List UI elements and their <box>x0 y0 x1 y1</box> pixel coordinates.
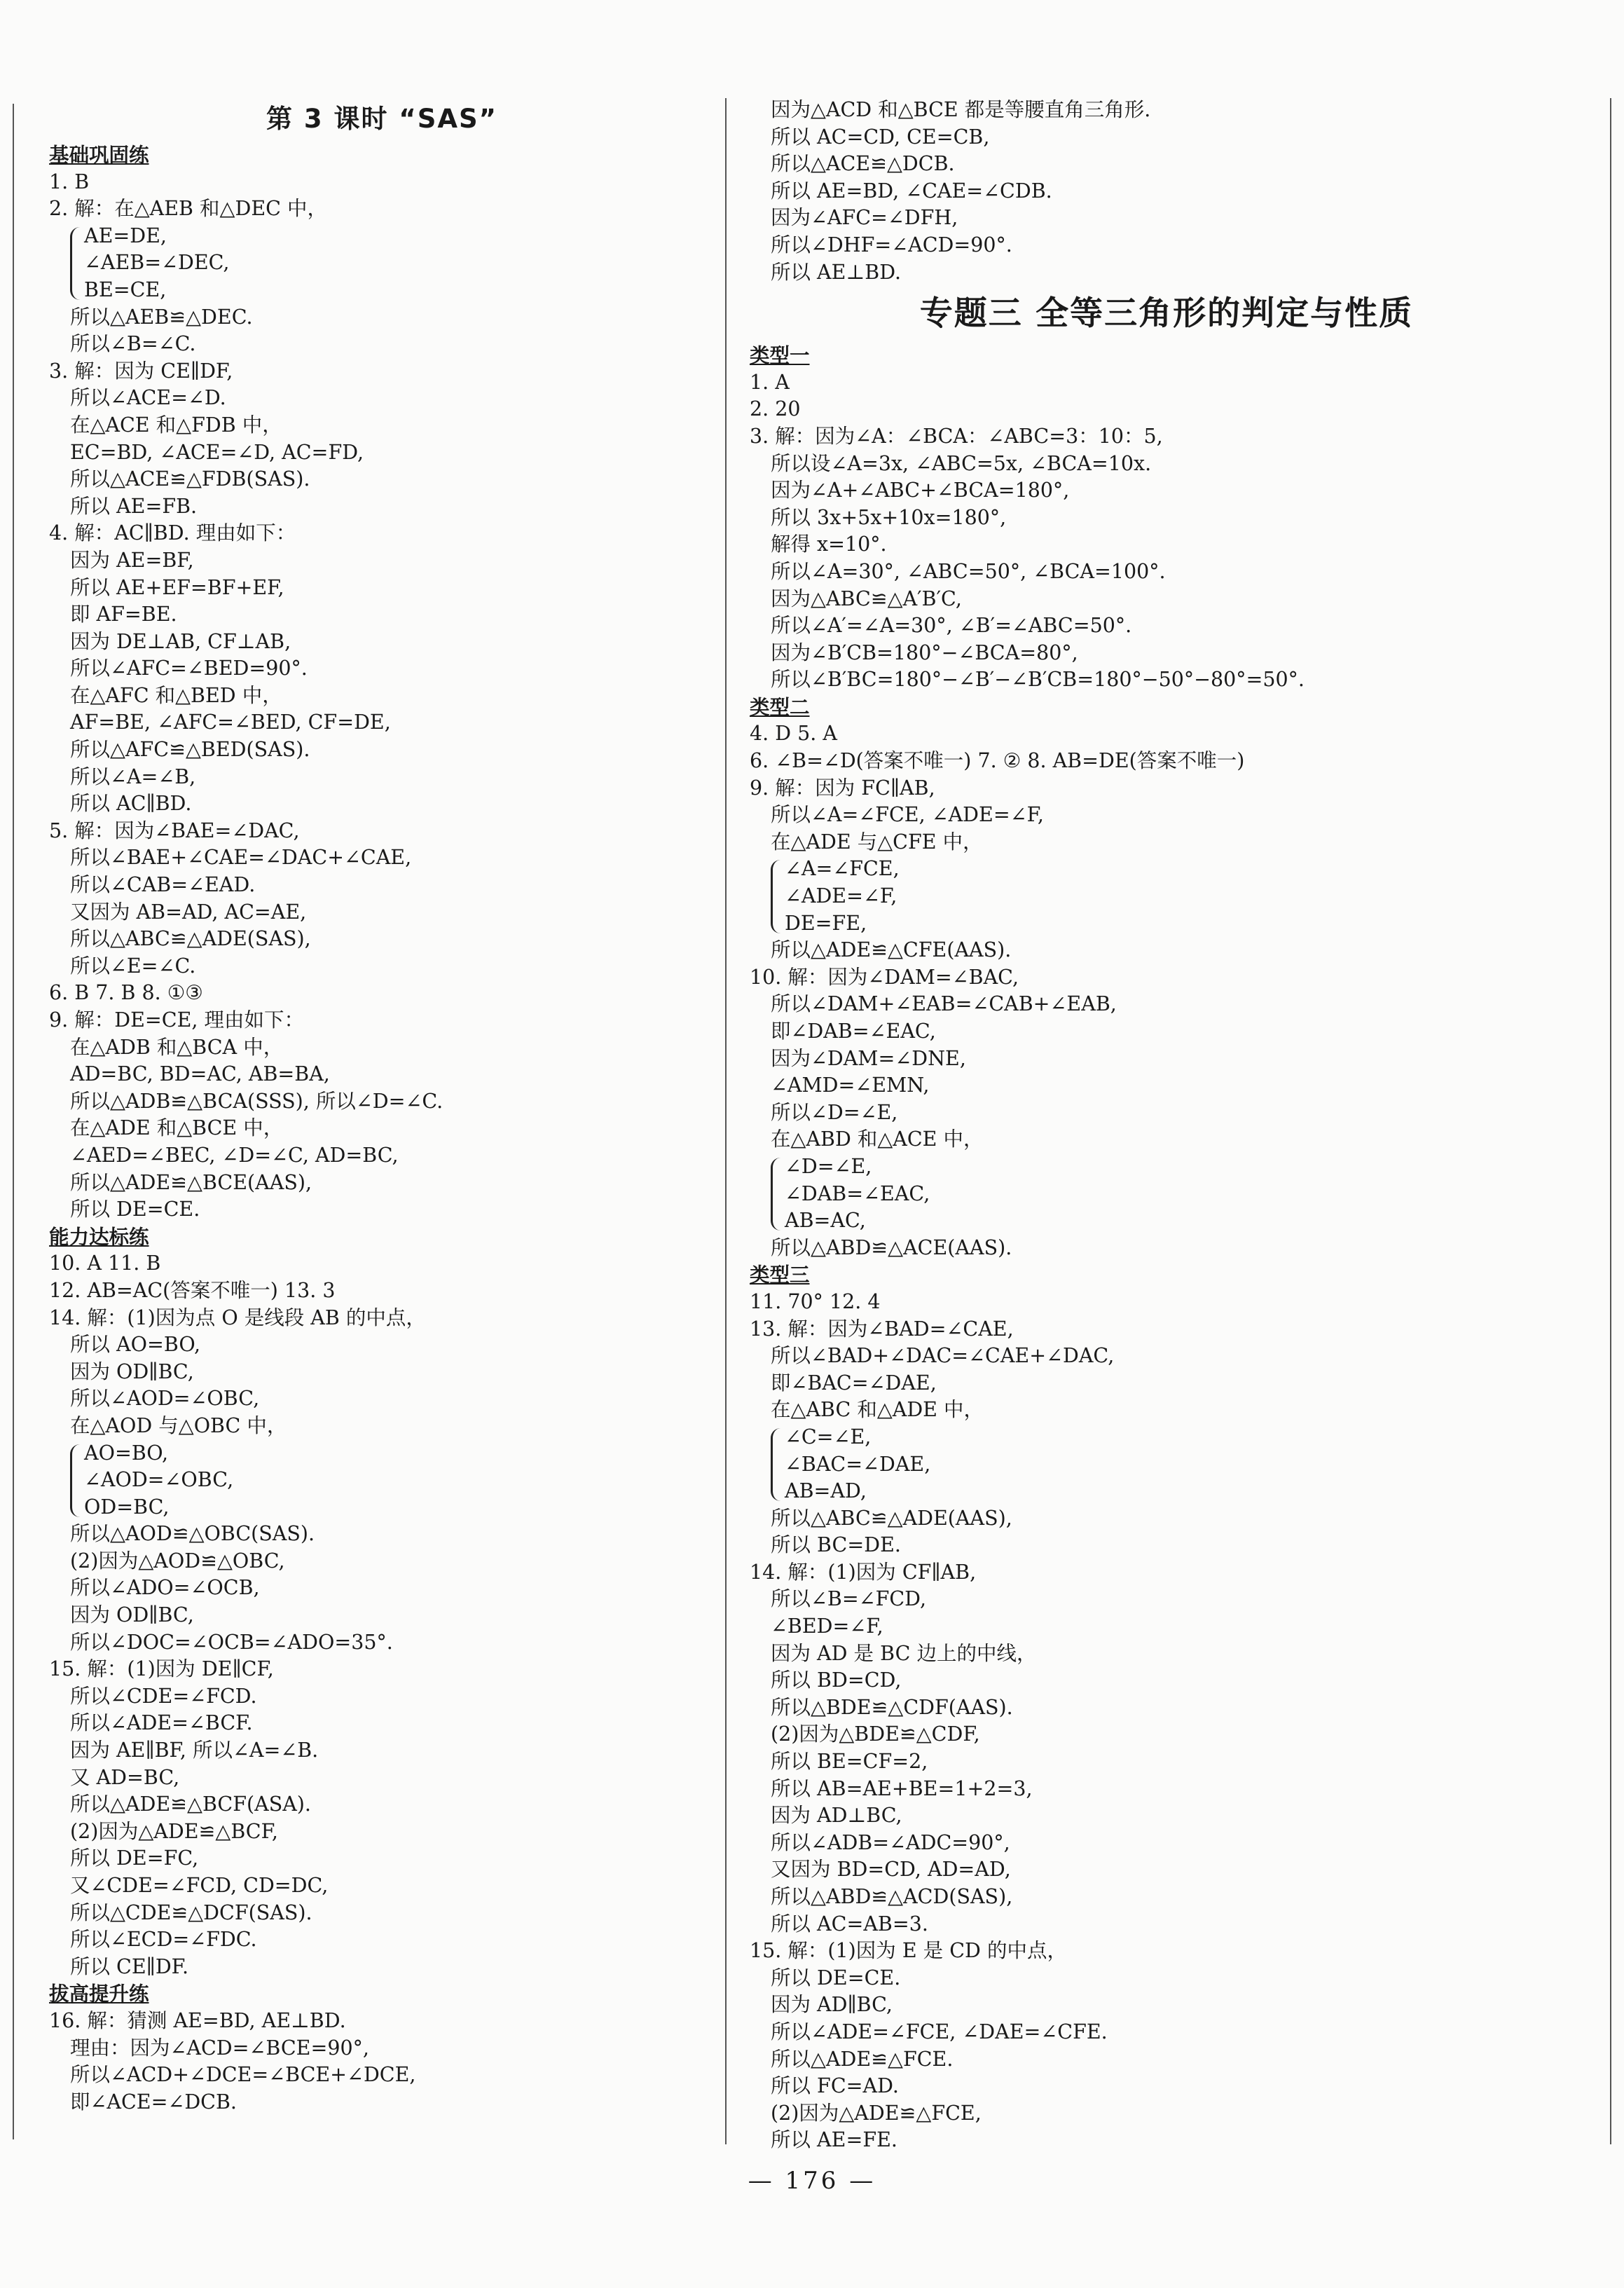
right-answer-column <box>750 97 1583 2154</box>
answer-line: 所以 AB=AE+BE=1+2=3, <box>771 1776 1033 1800</box>
answer-line: 所以∠ACE=∠D. <box>70 386 226 410</box>
answer-line: 因为 AD⊥BC, <box>771 1804 902 1828</box>
answer-line: 所以 FC=AD. <box>771 2074 899 2098</box>
answer-line: 所以∠B=∠C. <box>70 332 196 356</box>
answer-line: ∠DAB=∠EAC, <box>785 1181 930 1205</box>
section-heading: 类型一 <box>750 343 810 368</box>
answer-line: 所以∠D=∠E, <box>771 1100 898 1124</box>
answer-line: 又因为 BD=CD, AD=AD, <box>771 1858 1011 1882</box>
answer-line: 因为 AD∥BC, <box>771 1993 893 2017</box>
answer-line: 所以∠ADE=∠BCF. <box>70 1711 253 1735</box>
answer-line: 所以∠A=∠B, <box>70 765 196 788</box>
answer-line: 12. AB=AC(答案不唯一) 13. 3 <box>49 1278 336 1302</box>
answer-line: ∠BAC=∠DAE, <box>785 1452 931 1476</box>
answer-line: 所以∠A′=∠A=30°, ∠B′=∠ABC=50°. <box>771 614 1132 638</box>
answer-line: 所以△ABC≌△ADE(SAS), <box>70 927 311 951</box>
right-margin-rule <box>1610 98 1611 2144</box>
answer-line: 所以 AE+EF=BF+EF, <box>70 575 284 599</box>
answer-line: 在△AOD 与△OBC 中， <box>70 1413 287 1437</box>
answer-line: 即 AF=BE. <box>70 603 177 626</box>
answer-line: 4. D 5. A <box>750 722 837 746</box>
answer-line: ∠D=∠E, <box>785 1154 872 1178</box>
answer-line: AB=AC, <box>785 1209 866 1233</box>
answer-line: 5. 解：因为∠BAE=∠DAC, <box>49 818 300 842</box>
answer-line: 所以∠CDE=∠FCD. <box>70 1684 257 1708</box>
answer-line: 在△ADE 与△CFE 中， <box>771 830 983 854</box>
answer-line: 所以 BE=CF=2, <box>771 1750 928 1774</box>
answer-line: 3. 解：因为 CE∥DF, <box>49 359 233 383</box>
answer-line: AF=BE, ∠AFC=∠BED, CF=DE, <box>70 711 391 734</box>
condition-brace <box>771 1428 781 1501</box>
answer-line: 所以 DE=CE. <box>70 1198 200 1221</box>
answer-line: 所以△AEB≌△DEC. <box>70 305 253 329</box>
answer-line: 15. 解：(1)因为 DE∥CF, <box>49 1657 274 1681</box>
section-heading: 能力达标练 <box>49 1224 149 1249</box>
answer-line: 又因为 AB=AD, AC=AE, <box>70 900 307 924</box>
answer-line: 1. B <box>49 170 90 193</box>
answer-line: 所以∠ADB=∠ADC=90°, <box>771 1830 1010 1854</box>
answer-line: 因为 AE∥BF, 所以∠A=∠B. <box>70 1739 319 1762</box>
answer-line: 所以 AO=BO, <box>70 1333 201 1357</box>
answer-line: 因为 DE⊥AB, CF⊥AB, <box>70 629 291 653</box>
condition-brace <box>70 227 81 300</box>
answer-line: (2)因为△ADE≌△BCF, <box>70 1819 278 1843</box>
answer-line: 1. A <box>750 370 790 394</box>
answer-line: ∠A=∠FCE, <box>785 857 900 881</box>
answer-line: 因为∠DAM=∠DNE, <box>771 1046 966 1070</box>
answer-line: 所以 3x+5x+10x=180°, <box>771 505 1007 529</box>
answer-line: 11. 70° 12. 4 <box>750 1289 881 1313</box>
answer-line: 所以∠DOC=∠OCB=∠ADO=35°. <box>70 1630 393 1654</box>
answer-line: 9. 解：因为 FC∥AB, <box>750 776 935 800</box>
answer-line: DE=FE, <box>785 911 867 935</box>
answer-line: 所以 AC∥BD. <box>70 792 192 816</box>
answer-line: 所以△ADE≌△CFE(AAS). <box>771 938 1012 962</box>
answer-line: 10. A 11. B <box>49 1252 161 1275</box>
answer-line: 2. 20 <box>750 397 801 421</box>
answer-line: 所以∠AFC=∠BED=90°. <box>70 657 308 680</box>
answer-line: 16. 解：猜测 AE=BD, AE⊥BD. <box>49 2008 346 2032</box>
answer-line: 在△ABD 和△ACE 中， <box>771 1128 984 1151</box>
answer-line: AB=AD, <box>785 1479 867 1503</box>
answer-line: 所以 AE=BD, ∠CAE=∠CDB. <box>771 179 1052 203</box>
answer-line: 所以∠BAD+∠DAC=∠CAE+∠DAC, <box>771 1344 1115 1368</box>
answer-line: 即∠DAB=∠EAC, <box>771 1020 936 1043</box>
answer-line: 所以△ABD≌△ACE(AAS). <box>771 1235 1012 1259</box>
condition-brace <box>70 1444 81 1517</box>
answer-line: 所以∠B′BC=180°−∠B′−∠B′CB=180°−50°−80°=50°. <box>771 668 1305 692</box>
answer-line: ∠ADE=∠F, <box>785 884 897 908</box>
section-title: 第 3 课时 “SAS” <box>266 104 497 134</box>
answer-line: 所以 AE=FB. <box>70 494 198 518</box>
answer-line: 又 AD=BC, <box>70 1765 180 1789</box>
answer-line: ∠AEB=∠DEC, <box>84 251 230 275</box>
answer-line: 所以∠ADE=∠FCE, ∠DAE=∠CFE. <box>771 2020 1108 2043</box>
answer-line: 因为 AD 是 BC 边上的中线， <box>771 1641 1037 1665</box>
answer-line: 所以△AOD≌△OBC(SAS). <box>70 1522 315 1546</box>
answer-line: 在△ABC 和△ADE 中， <box>771 1398 984 1422</box>
answer-line: 因为△ACD 和△BCE 都是等腰直角三角形. <box>771 98 1151 121</box>
answer-line: 6. B 7. B 8. ①③ <box>49 981 203 1005</box>
answer-line: (2)因为△BDE≌△CDF, <box>771 1722 980 1746</box>
answer-line: 10. 解：因为∠DAM=∠BAC, <box>750 965 1019 989</box>
left-margin-rule <box>13 104 14 2139</box>
answer-line: 4. 解：AC∥BD. 理由如下： <box>49 521 296 545</box>
answer-line: 理由：因为∠ACD=∠BCE=90°, <box>70 2036 369 2060</box>
answer-line: 14. 解：(1)因为点 O 是线段 AB 的中点， <box>49 1306 426 1329</box>
answer-line: 所以△ADB≌△BCA(SSS), 所以∠D=∠C. <box>70 1089 443 1113</box>
answer-line: 所以△ADE≌△FCE. <box>771 2047 954 2071</box>
answer-line: 所以△ABC≌△ADE(AAS), <box>771 1506 1012 1530</box>
answer-line: 2. 解：在△AEB 和△DEC 中， <box>49 197 327 221</box>
answer-line: OD=BC, <box>84 1495 170 1519</box>
answer-line: 所以△ADE≌△BCE(AAS), <box>70 1170 312 1194</box>
answer-line: ∠BED=∠F, <box>771 1615 883 1638</box>
answer-line: 因为△ABC≌△A′B′C, <box>771 587 962 610</box>
section-title: 专题三 全等三角形的判定与性质 <box>919 294 1414 334</box>
answer-line: 3. 解：因为∠A：∠BCA：∠ABC=3：10：5, <box>750 424 1163 448</box>
page-number: — 176 — <box>748 2167 876 2195</box>
answer-line: 所以△ACE≌△DCB. <box>771 152 955 176</box>
answer-line: ∠AMD=∠EMN, <box>771 1074 930 1097</box>
answer-line: (2)因为△ADE≌△FCE, <box>771 2101 982 2125</box>
answer-line: 14. 解：(1)因为 CF∥AB, <box>750 1560 977 1584</box>
answer-line: BE=CE, <box>84 278 167 301</box>
answer-line: 所以∠A=30°, ∠ABC=50°, ∠BCA=100°. <box>771 559 1166 583</box>
answer-line: 所以∠ADO=∠OCB, <box>70 1576 260 1600</box>
answer-line: 所以 CE∥DF. <box>70 1954 189 1978</box>
answer-line: 又∠CDE=∠FCD, CD=DC, <box>70 1874 329 1897</box>
answer-line: AO=BO, <box>84 1441 169 1465</box>
answer-line: AE=DE, <box>84 224 167 247</box>
answer-line: 15. 解：(1)因为 E 是 CD 的中点， <box>750 1939 1067 1963</box>
answer-line: 所以 BD=CD, <box>771 1669 902 1692</box>
answer-line: 所以 BC=DE. <box>771 1533 901 1557</box>
answer-line: 所以△AFC≌△BED(SAS). <box>70 738 310 762</box>
answer-line: 6. ∠B=∠D(答案不唯一) 7. ② 8. AB=DE(答案不唯一) <box>750 749 1245 773</box>
answer-line: 所以△ACE≌△FDB(SAS). <box>70 467 310 491</box>
answer-line: 所以△ADE≌△BCF(ASA). <box>70 1793 311 1816</box>
answer-line: 所以∠A=∠FCE, ∠ADE=∠F, <box>771 803 1044 827</box>
answer-line: 即∠BAC=∠DAE, <box>771 1371 937 1395</box>
answer-line: 所以△ABD≌△ACD(SAS), <box>771 1885 1013 1908</box>
answer-line: 所以 AC=AB=3. <box>771 1912 928 1936</box>
answer-line: 因为 AE=BF, <box>70 548 194 572</box>
answer-line: 因为 OD∥BC, <box>70 1359 194 1383</box>
answer-line: 所以∠B=∠FCD, <box>771 1587 927 1611</box>
section-heading: 基础巩固练 <box>49 143 149 167</box>
answer-line: ∠C=∠E, <box>785 1425 872 1448</box>
left-answer-column <box>49 97 715 2116</box>
answer-line: 所以∠ECD=∠FDC. <box>70 1928 257 1952</box>
answer-line: ∠AED=∠BEC, ∠D=∠C, AD=BC, <box>70 1143 399 1167</box>
section-heading: 类型三 <box>750 1263 810 1287</box>
answer-line: 所以△BDE≌△CDF(AAS). <box>771 1695 1013 1719</box>
column-divider <box>725 98 727 2144</box>
section-heading: 类型二 <box>750 694 810 719</box>
answer-line: 13. 解：因为∠BAD=∠CAE, <box>750 1317 1014 1341</box>
answer-line: ∠AOD=∠OBC, <box>84 1468 234 1492</box>
answer-line: 所以△CDE≌△DCF(SAS). <box>70 1900 312 1924</box>
answer-line: 所以 DE=FC, <box>70 1847 199 1870</box>
condition-brace <box>771 1158 781 1231</box>
answer-line: 所以∠ACD+∠DCE=∠BCE+∠DCE, <box>70 2063 416 2087</box>
answer-line: 在△ADE 和△BCE 中， <box>70 1116 284 1140</box>
answer-line: 所以 AC=CD, CE=CB, <box>771 125 990 149</box>
answer-line: 在△AFC 和△BED 中， <box>70 683 282 707</box>
answer-line: 因为∠B′CB=180°−∠BCA=80°, <box>771 640 1078 664</box>
answer-line: 所以 DE=CE. <box>771 1966 901 1989</box>
answer-line: 在△ACE 和△FDB 中， <box>70 413 282 437</box>
answer-line: 在△ADB 和△BCA 中， <box>70 1035 284 1059</box>
answer-line: 所以∠BAE+∠CAE=∠DAC+∠CAE, <box>70 846 412 870</box>
answer-line: 9. 解：DE=CE, 理由如下： <box>49 1008 305 1032</box>
answer-line: (2)因为△AOD≌△OBC, <box>70 1549 285 1573</box>
answer-line: 因为∠AFC=∠DFH, <box>771 206 958 230</box>
answer-line: 所以∠DHF=∠ACD=90°. <box>771 233 1012 256</box>
answer-line: 所以 AE⊥BD. <box>771 260 902 284</box>
answer-line: AD=BC, BD=AC, AB=BA, <box>70 1062 330 1086</box>
answer-line: 所以∠CAB=∠EAD. <box>70 873 256 897</box>
answer-line: 因为 OD∥BC, <box>70 1603 194 1627</box>
section-heading: 拔高提升练 <box>49 1982 149 2006</box>
answer-line: 即∠ACE=∠DCB. <box>70 2090 237 2114</box>
answer-line: 解得 x=10°. <box>771 533 887 556</box>
answer-line: 所以 AE=FE. <box>771 2128 897 2152</box>
answer-line: 所以∠DAM+∠EAB=∠CAB+∠EAB, <box>771 992 1117 1016</box>
answer-line: EC=BD, ∠ACE=∠D, AC=FD, <box>70 440 364 464</box>
answer-line: 因为∠A+∠ABC+∠BCA=180°, <box>771 479 1070 502</box>
answer-line: 所以设∠A=3x, ∠ABC=5x, ∠BCA=10x. <box>771 451 1152 475</box>
answer-line: 所以∠AOD=∠OBC, <box>70 1387 260 1411</box>
condition-brace <box>771 860 781 933</box>
answer-line: 所以∠E=∠C. <box>70 954 196 978</box>
